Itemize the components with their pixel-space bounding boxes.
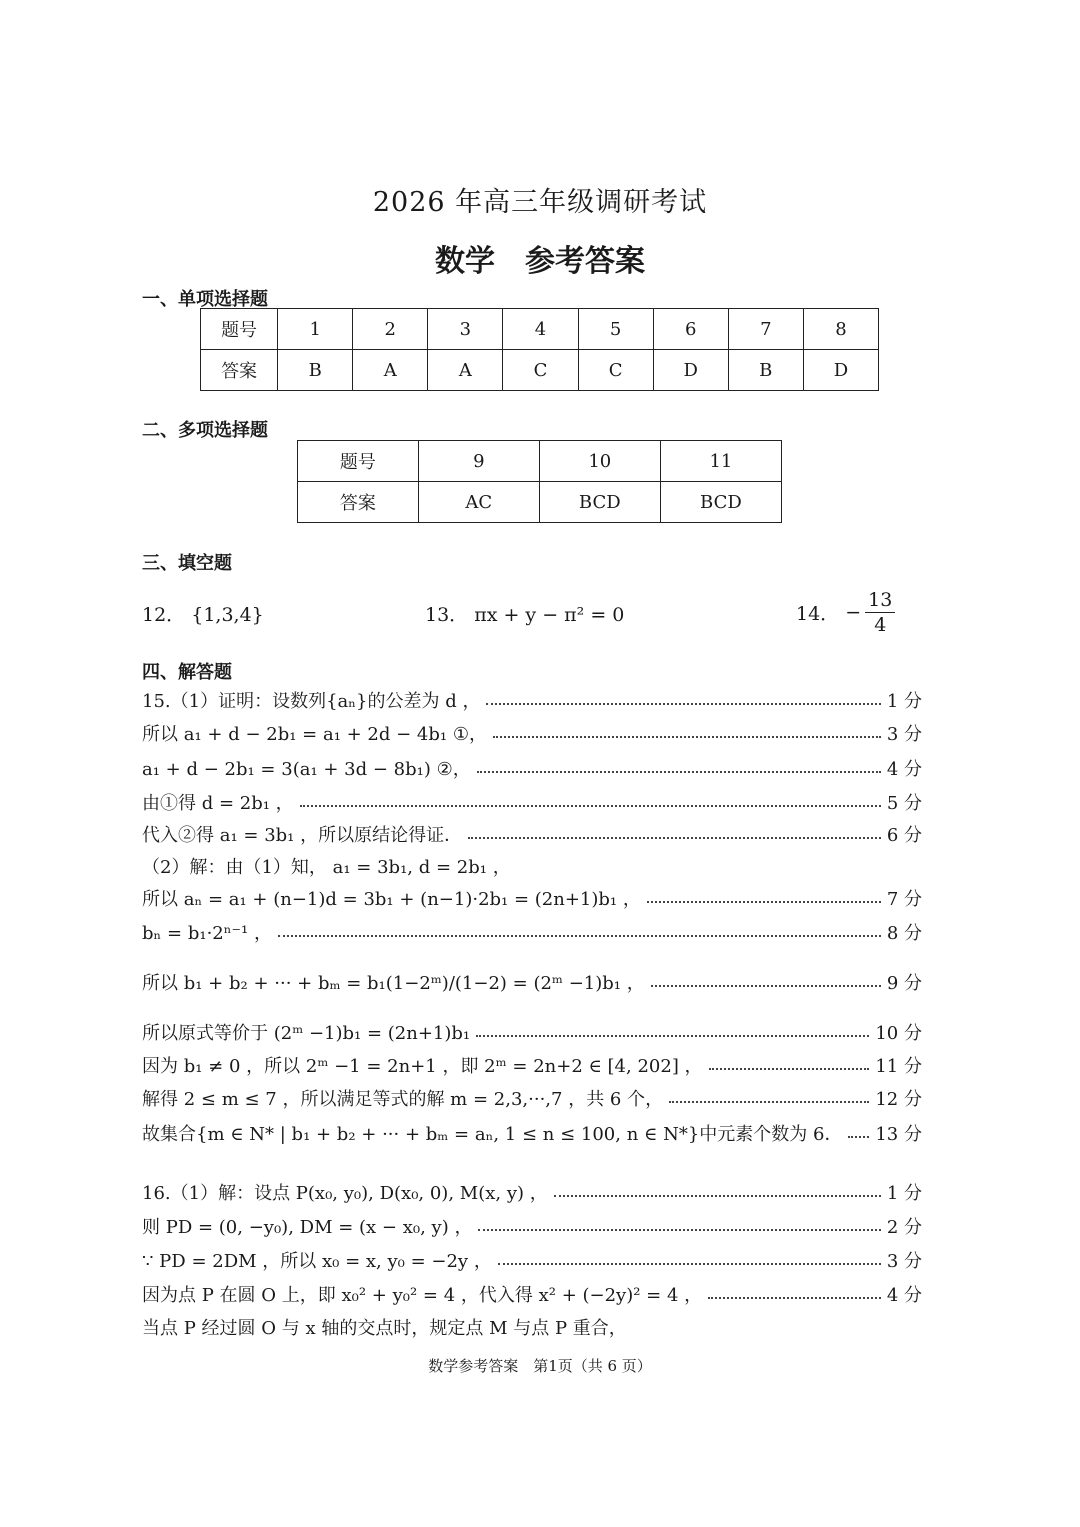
solution-text: 所以 b₁ + b₂ + ··· + bₘ = b₁(1−2ᵐ)/(1−2) = (2ᵐ −1)b₁ ， (142, 973, 645, 994)
table-cell-label: 题号 (201, 309, 278, 350)
solution-text: bₙ = b₁·2ⁿ⁻¹ ， (142, 923, 272, 944)
table-cell: 4 (503, 309, 578, 350)
answer-key-label: 参考答案 (525, 244, 645, 279)
solution-line (142, 1313, 922, 1341)
table-cell: BCD (539, 482, 660, 523)
score-mark: 3 分 (886, 724, 922, 745)
solution-line (142, 1246, 922, 1274)
solution-line (142, 1119, 922, 1147)
solution-line (142, 820, 922, 848)
table-cell: D (653, 350, 728, 391)
solution-line (142, 1051, 922, 1079)
solution-line (142, 918, 922, 946)
solution-text: ∵ PD = 2DM ，所以 x₀ = x, y₀ = −2y ， (142, 1251, 492, 1272)
fill-answer-12 (142, 600, 264, 627)
solution-text: 解得 2 ≤ m ≤ 7 ，所以满足等式的解 m = 2,3,···,7 ，共 6 个， (142, 1089, 664, 1110)
fraction-denominator: 4 (874, 614, 887, 636)
table-cell-label: 答案 (201, 350, 278, 391)
table-cell: C (503, 350, 578, 391)
table-cell: 11 (660, 441, 781, 482)
subject-title (0, 236, 1080, 280)
solution-line (142, 884, 922, 912)
answer-value: {1,3,4} (191, 604, 264, 626)
table-row-answers (201, 350, 879, 391)
table-row-answers (298, 482, 782, 523)
score-mark: 10 分 (875, 1023, 922, 1044)
table-cell-label: 答案 (298, 482, 419, 523)
solution-line (142, 1212, 922, 1240)
page-footer: 数学参考答案 第1页（共 6 页） (428, 1357, 652, 1375)
solution-line (142, 754, 922, 782)
question-number: 14． (796, 603, 840, 625)
score-mark: 1 分 (886, 1183, 922, 1204)
answer-fraction (865, 588, 895, 637)
table-cell: 7 (728, 309, 803, 350)
solution-line (142, 1018, 922, 1046)
score-mark: 2 分 (886, 1217, 922, 1238)
table-cell: 9 (418, 441, 539, 482)
solution-line (142, 719, 922, 747)
solution-line (142, 1280, 922, 1308)
table-cell: 10 (539, 441, 660, 482)
score-mark: 4 分 (886, 759, 922, 780)
solution-text: （2）解：由（1）知， a₁ = 3b₁, d = 2b₁ ， (142, 857, 511, 878)
solution-line (142, 1084, 922, 1112)
table-cell: A (428, 350, 503, 391)
solution-text: 因为 b₁ ≠ 0 ，所以 2ᵐ −1 = 2n+1 ，即 2ᵐ = 2n+2 ∈ [4, 202] ， (142, 1056, 703, 1077)
section-heading-multi-choice: 二、多项选择题 (142, 420, 268, 441)
subject-name: 数学 (435, 244, 495, 279)
table-cell: C (578, 350, 653, 391)
table-cell: 3 (428, 309, 503, 350)
fraction-numerator: 13 (865, 588, 895, 613)
answer-value: πx + y − π² = 0 (474, 604, 625, 626)
table-row-numbers (201, 309, 879, 350)
score-mark: 3 分 (886, 1251, 922, 1272)
solution-text: 所以 aₙ = a₁ + (n−1)d = 3b₁ + (n−1)·2b₁ = (2n+1)b₁ ， (142, 889, 641, 910)
table-cell: A (353, 350, 428, 391)
solution-text: 代入②得 a₁ = 3b₁ ，所以原结论得证． (142, 825, 463, 846)
table-cell-label: 题号 (298, 441, 419, 482)
section-heading-fill-in: 三、填空题 (142, 553, 232, 574)
table-cell: D (803, 350, 878, 391)
score-mark: 12 分 (875, 1089, 922, 1110)
table-row-numbers (298, 441, 782, 482)
table-cell: 8 (803, 309, 878, 350)
fill-answer-14 (796, 588, 895, 637)
score-mark: 9 分 (886, 973, 922, 994)
solution-text: 故集合{m ∈ N* | b₁ + b₂ + ··· + bₘ = aₙ, 1 ≤ n ≤ 100, n ∈ N*}中元素个数为 6． (142, 1124, 843, 1145)
solution-line (142, 788, 922, 816)
solution-text: 16.（1）解：设点 P(x₀, y₀), D(x₀, 0), M(x, y) ， (142, 1183, 548, 1204)
table-cell: AC (418, 482, 539, 523)
score-mark: 13 分 (875, 1124, 922, 1145)
score-mark: 7 分 (886, 889, 922, 910)
table-cell: 6 (653, 309, 728, 350)
solution-line (142, 852, 922, 880)
fill-answer-13 (425, 600, 624, 627)
exam-title: 2026 年高三年级调研考试 (372, 187, 708, 218)
solution-line (142, 968, 922, 996)
table-cell: 5 (578, 309, 653, 350)
solution-text: 当点 P 经过圆 O 与 x 轴的交点时，规定点 M 与点 P 重合， (142, 1318, 627, 1339)
section-heading-single-choice: 一、单项选择题 (142, 289, 268, 310)
single-choice-answer-table (200, 308, 879, 391)
answer-sign: − (845, 601, 862, 624)
solution-text: 因为点 P 在圆 O 上，即 x₀² + y₀² = 4 ，代入得 x² + (−2y)² = 4 ， (142, 1285, 703, 1306)
score-mark: 8 分 (886, 923, 922, 944)
score-mark: 4 分 (886, 1285, 922, 1306)
score-mark: 11 分 (875, 1056, 922, 1077)
score-mark: 1 分 (886, 691, 922, 712)
table-cell: BCD (660, 482, 781, 523)
solution-text: 所以 a₁ + d − 2b₁ = a₁ + 2d − 4b₁ ①， (142, 724, 487, 745)
table-cell: 2 (353, 309, 428, 350)
solution-text: 15.（1）证明：设数列{aₙ}的公差为 d ， (142, 691, 481, 712)
question-number: 12． (142, 604, 186, 626)
table-cell: B (278, 350, 353, 391)
solution-line (142, 686, 922, 714)
score-mark: 6 分 (886, 825, 922, 846)
solution-text: a₁ + d − 2b₁ = 3(a₁ + 3d − 8b₁) ②， (142, 759, 471, 780)
solution-text: 则 PD = (0, −y₀), DM = (x − x₀, y) ， (142, 1217, 473, 1238)
solution-line (142, 1178, 922, 1206)
solution-text: 由①得 d = 2b₁ ， (142, 793, 294, 814)
multi-choice-answer-table (297, 440, 782, 523)
table-cell: B (728, 350, 803, 391)
question-number: 13． (425, 604, 469, 626)
table-cell: 1 (278, 309, 353, 350)
score-mark: 5 分 (886, 793, 922, 814)
section-heading-solutions: 四、解答题 (142, 662, 232, 683)
solution-text: 所以原式等价于 (2ᵐ −1)b₁ = (2n+1)b₁ (142, 1023, 471, 1044)
